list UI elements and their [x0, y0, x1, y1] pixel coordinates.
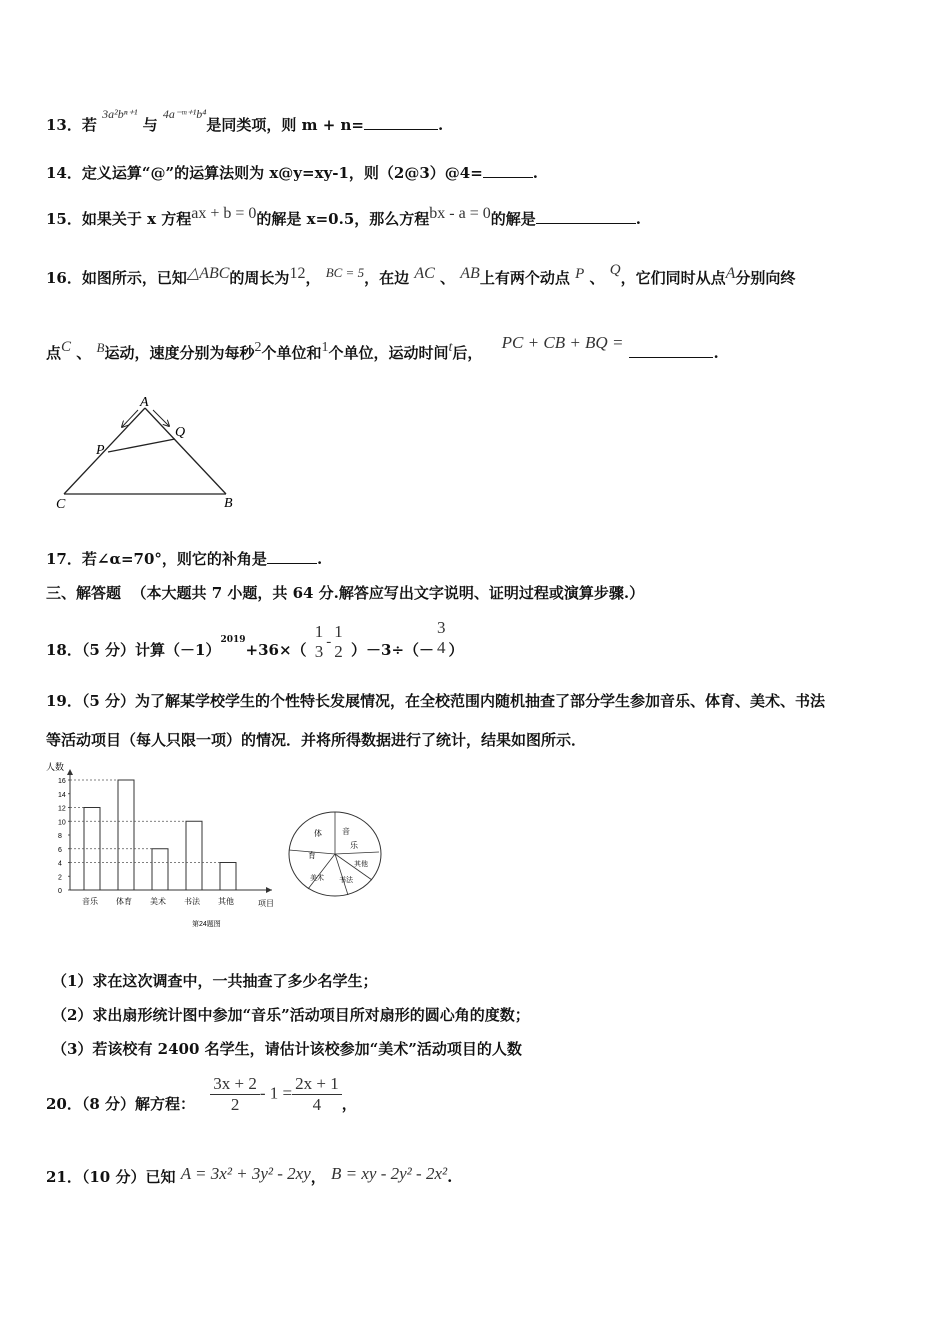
q16-text-b: 的周长为 — [229, 269, 290, 287]
q16-comma: ， — [305, 269, 321, 287]
q13-text: 是同类项，则 m + n= — [206, 116, 364, 134]
question-19-line1 — [46, 690, 825, 711]
q17-period: . — [316, 550, 323, 568]
q20-fr-den: 4 — [312, 1095, 322, 1114]
q19-number: 19． — [46, 692, 82, 710]
q13-with: 与 — [142, 116, 158, 134]
q16-text-c: ，在边 — [364, 269, 410, 287]
q19-sub-3-text: （3）若该校有 2400 名学生，请估计该校参加“美术”活动项目的人数 — [52, 1040, 522, 1058]
x-tick-label: 音乐 — [82, 897, 98, 906]
q16-text-a: 如图所示，已知 — [81, 269, 187, 287]
q19-sub-1 — [52, 970, 377, 991]
q15-post: 的解是 — [490, 210, 536, 228]
q16-text-j: 个单位，运动时间 — [328, 344, 449, 362]
q21-period: . — [447, 1168, 453, 1186]
q18-mid: +36×（ — [245, 641, 307, 659]
pie-label-art: 美术 — [310, 874, 324, 882]
q18-fraction-1 — [312, 622, 327, 662]
section-3-note: （本大题共 7 小题，共 64 分.解答应写出文字说明、证明过程或演算步骤.） — [131, 584, 645, 602]
vertex-c-label: C — [56, 497, 66, 512]
q16-bc: BC = 5 — [325, 265, 365, 280]
y-tick-label: 14 — [58, 791, 66, 799]
question-20 — [46, 1074, 357, 1120]
q16-text-i: 个单位和 — [261, 344, 322, 362]
q18-number: 18． — [46, 641, 82, 659]
pie-label-yu: 育 — [308, 851, 316, 860]
y-axis-arrow — [67, 769, 73, 775]
question-16-line2 — [46, 333, 719, 363]
q21-comma: ， — [310, 1168, 326, 1186]
q17-text: 若∠α=70°，则它的补角是 — [81, 550, 267, 568]
q21-equation-a: A = 3x² + 3y² - 2xy — [180, 1164, 311, 1183]
q18-f1-den: 3 — [314, 642, 324, 661]
q17-number: 17． — [46, 550, 82, 568]
arrow-to-b — [153, 410, 169, 426]
q13-period: . — [437, 116, 444, 134]
q16-speed-p: 2 — [254, 340, 262, 355]
x-axis-arrow — [266, 887, 272, 893]
q18-f1-num: 1 — [314, 622, 324, 641]
q16-ab: AB — [460, 265, 480, 282]
q19-text-2: 等活动项目（每人只限一项）的情况．并将所得数据进行了统计，结果如图所示． — [46, 731, 587, 749]
question-14 — [46, 162, 538, 183]
pie-label-other: 其他 — [354, 860, 368, 868]
q14-number: 14． — [46, 164, 82, 182]
q16-text-k: 后， — [452, 344, 483, 362]
q16-p: P — [575, 266, 585, 282]
y-tick-label: 6 — [58, 846, 62, 854]
q21-number: 21． — [46, 1168, 82, 1186]
question-21 — [46, 1166, 452, 1187]
q20-text: （8 分）解方程： — [81, 1094, 196, 1113]
q13-answer-blank[interactable] — [364, 129, 438, 130]
q20-number: 20． — [46, 1094, 82, 1113]
q18-f2-num: 1 — [334, 622, 343, 641]
q16-a: A — [725, 265, 736, 282]
q15-number: 15． — [46, 210, 82, 228]
question-18 — [46, 618, 464, 662]
bar-2 — [118, 780, 134, 890]
q18-exponent: 2019 — [220, 635, 246, 645]
q20-fraction-left — [210, 1074, 260, 1115]
y-tick-label: 10 — [58, 819, 66, 827]
x-tick-label: 书法 — [184, 897, 200, 906]
point-p-label: P — [96, 443, 105, 458]
q20-fl-den: 2 — [230, 1095, 240, 1114]
pie-label-le: 乐 — [350, 841, 358, 850]
q18-fraction-2 — [331, 622, 346, 662]
q15-answer-blank[interactable] — [536, 223, 636, 224]
q18-minus: - — [326, 634, 332, 650]
q16-text-g: 点 — [46, 344, 62, 362]
question-19-line2 — [46, 729, 586, 750]
x-tick-label: 美术 — [150, 897, 166, 906]
bar-4 — [186, 821, 202, 890]
q16-sep3: 、 — [76, 344, 92, 362]
y-tick-label: 8 — [58, 833, 62, 840]
y-tick-label: 12 — [58, 805, 66, 813]
bar-chart-xlabel: 项目 — [258, 899, 274, 908]
x-tick-label: 体育 — [116, 897, 132, 906]
vertex-b-label: B — [224, 496, 233, 511]
q16-sep2: 、 — [589, 269, 605, 287]
q15-equation1: ax + b = 0 — [191, 205, 257, 222]
q14-period: . — [532, 164, 539, 182]
q13-prefix: 若 — [81, 116, 97, 134]
q18-f3-den: 4 — [437, 638, 446, 657]
q18-close: ） — [448, 641, 464, 659]
bar-3 — [152, 849, 168, 890]
q19-sub-3 — [52, 1038, 522, 1059]
q20-comma: ， — [341, 1094, 357, 1113]
q20-fraction-right — [292, 1074, 342, 1115]
q21-text: （10 分）已知 — [81, 1168, 176, 1186]
q16-expression: PC + CB + BQ = — [501, 333, 624, 352]
q16-text-f: 分别向终 — [735, 269, 796, 287]
q15-equation2: bx - a = 0 — [429, 205, 491, 222]
q17-answer-blank[interactable] — [267, 563, 317, 564]
q16-text-e: ，它们同时从点 — [620, 269, 726, 287]
q16-b: B — [96, 340, 105, 355]
q16-perimeter: 12 — [289, 265, 306, 282]
q16-t: t — [448, 340, 453, 355]
q16-speed-q: 1 — [321, 340, 329, 355]
q15-mid: 的解是 x=0.5，那么方程 — [256, 210, 430, 228]
section-3-header — [46, 582, 644, 603]
side-ab — [145, 408, 226, 494]
q16-answer-blank[interactable] — [629, 357, 713, 358]
q13-term1: 3a²bⁿ⁺¹ — [102, 107, 138, 121]
segment-pq — [108, 439, 175, 452]
question-13 — [46, 107, 444, 135]
q16-triangle: △ABC — [186, 265, 230, 282]
question-17 — [46, 548, 322, 569]
q16-text-d: 上有两个动点 — [479, 269, 570, 287]
pie-chart — [286, 808, 384, 900]
q16-sep: 、 — [440, 269, 456, 287]
point-q-label: Q — [175, 425, 186, 440]
q19-sub-2 — [52, 1004, 530, 1025]
q20-mid: - 1 = — [259, 1083, 293, 1103]
y-tick-label: 0 — [58, 888, 62, 895]
q14-answer-blank[interactable] — [483, 177, 533, 178]
q21-equation-b: B = xy - 2y² - 2x² — [331, 1164, 448, 1183]
q20-fl-num: 3x + 2 — [210, 1074, 260, 1095]
q16-number: 16． — [46, 269, 82, 287]
q16-text-h: 运动，速度分别为每秒 — [104, 344, 255, 362]
q16-c: C — [61, 339, 72, 355]
q13-number: 13． — [46, 116, 82, 134]
section-3-title: 三、解答题 — [46, 584, 122, 602]
x-tick-label: 其他 — [218, 897, 234, 906]
q14-text: 定义运算“@”的运算法则为 x@y=xy-1，则（2@3）@4= — [81, 164, 483, 182]
vertex-a-label: A — [140, 395, 149, 410]
q16-period: . — [713, 344, 719, 362]
q19-text-1: （5 分）为了解某学校学生的个性特长发展情况，在全校范围内随机抽查了部分学生参加音乐、体育、美术、书法 — [81, 692, 826, 710]
question-16-line1 — [46, 262, 796, 288]
q16-ac: AC — [414, 265, 435, 282]
y-tick-label: 16 — [58, 778, 66, 785]
triangle-figure — [52, 394, 252, 514]
pie-label-calligraphy: 书法 — [339, 876, 353, 884]
q19-sub-2-text: （2）求出扇形统计图中参加“音乐”活动项目所对扇形的圆心角的度数； — [52, 1006, 530, 1024]
pie-label-ti: 体 — [314, 829, 322, 838]
question-15 — [46, 205, 641, 229]
q13-term2: 4a⁻ᵐ⁺¹b⁴ — [162, 107, 207, 121]
q19-sub-1-text: （1）求在这次调查中，一共抽查了多少名学生； — [52, 972, 378, 990]
q18-f3-num: 3 — [437, 618, 446, 637]
bar-chart — [40, 758, 280, 933]
q18-score: （5 分）计算（－1） — [81, 641, 221, 659]
q16-q: Q — [609, 262, 621, 278]
q18-mid2: ）－3÷（－ — [351, 641, 435, 659]
y-tick-label: 2 — [58, 874, 62, 882]
q18-fraction-3 — [434, 618, 449, 658]
pie-label-yin: 音 — [342, 827, 350, 836]
q15-period: . — [635, 210, 641, 228]
q20-fr-num: 2x + 1 — [292, 1074, 342, 1095]
q18-f2-den: 2 — [334, 642, 343, 661]
bar-chart-caption: 第24题图 — [192, 921, 221, 928]
bar-chart-ylabel: 人数 — [46, 762, 65, 772]
bar-5 — [220, 863, 236, 891]
y-tick-label: 4 — [58, 860, 62, 868]
q15-prefix: 如果关于 x 方程 — [81, 210, 192, 228]
